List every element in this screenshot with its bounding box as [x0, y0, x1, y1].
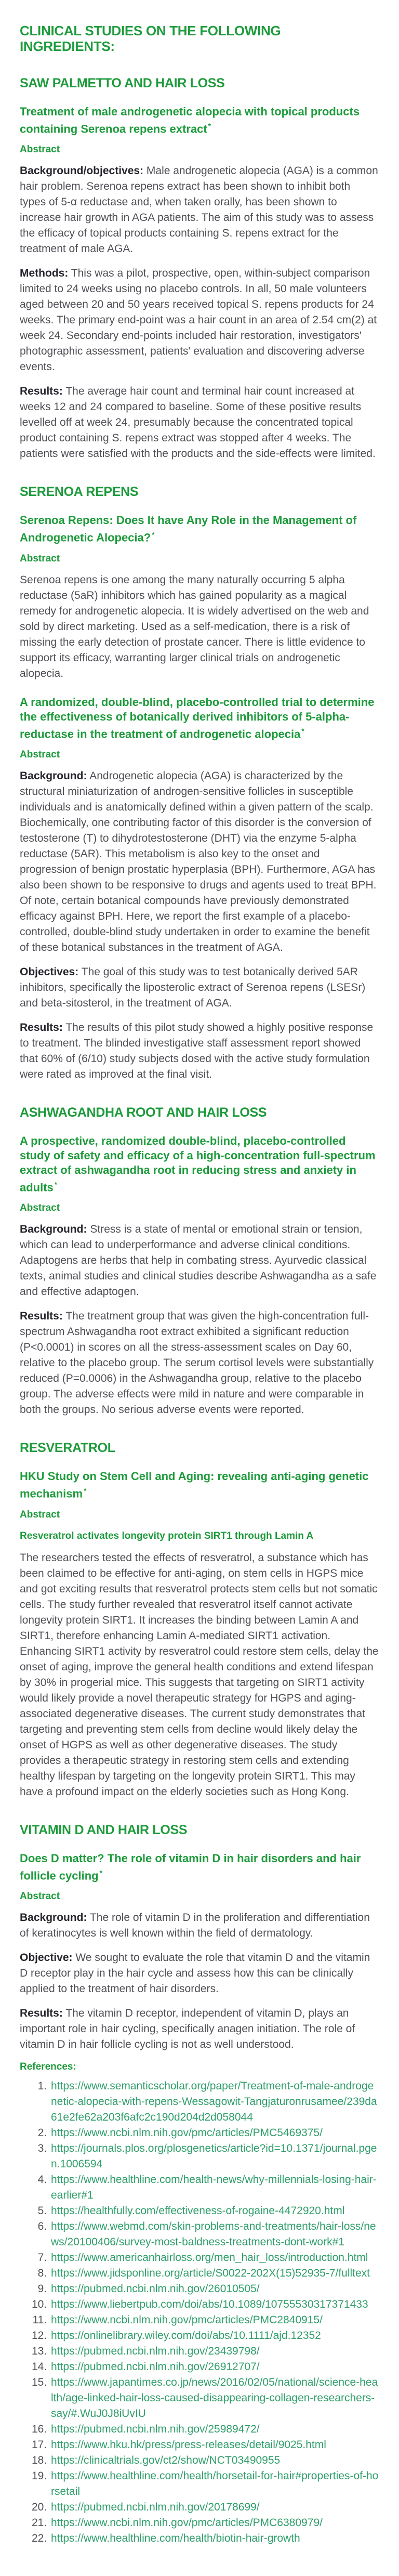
study: [20, 1469, 379, 1799]
paragraph-text: The results of this pilot study showed a highly positive response to treatment. The blinded investigative staff assessment report showed that 60% of (6/10) study subjects dosed with the active study formulation were rated as improved at the final visit.: [20, 1021, 374, 1080]
study: [20, 1134, 379, 1418]
reference-item: [50, 2375, 379, 2422]
reference-item: [50, 2437, 379, 2453]
reference-item: [50, 2250, 379, 2266]
reference-link[interactable]: https://www.japantimes.co.jp/news/2016/02/05/national/science-health/age-linked-hair-loss-caused-disappearing-collagen-researchers-say/#.WuJ0J8iUvIU: [51, 2376, 378, 2420]
reference-link[interactable]: https://www.webmd.com/skin-problems-and-treatments/hair-loss/news/20100406/survey-most-baldness-treatments-dont-work#1: [51, 2220, 376, 2248]
footnote-asterisk: *: [84, 1487, 87, 1495]
reference-item: [50, 2203, 379, 2219]
abstract-paragraph: [20, 384, 379, 462]
abstract-label: Abstract: [20, 749, 60, 760]
abstract-paragraph: [20, 2006, 379, 2052]
reference-link[interactable]: https://www.hku.hk/press/press-releases/detail/9025.html: [51, 2438, 326, 2451]
paragraph-label: Background:: [20, 1911, 87, 1924]
study-title: [20, 1851, 379, 1883]
study: [20, 1851, 379, 2052]
reference-link[interactable]: https://www.healthline.com/health/biotin-hair-growth: [51, 2532, 300, 2544]
paragraph-text: The average hair count and terminal hair count increased at weeks 12 and 24 compared to baseline. Some of these positive results levelled off at week 24, presumably because the concentrated topical product containing S. repens extract was stopped after 4 weeks. The patients were satisfied with the products and the side-effects were limited.: [20, 385, 376, 460]
study-title-text: A randomized, double-blind, placebo-controlled trial to determine the effectiveness of botanically derived inhibitors of 5-alpha-reductase in the treatment of androgenetic alopecia: [20, 695, 375, 740]
abstract-paragraph: [20, 768, 379, 956]
reference-item: [50, 2468, 379, 2500]
reference-link[interactable]: https://journals.plos.org/plosgenetics/article?id=10.1371/journal.pgen.1006594: [51, 2142, 377, 2170]
abstract-paragraph: [20, 572, 379, 682]
paragraph-text: The goal of this study was to test botanically derived 5AR inhibitors, specifically the liposterolic extract of Serenoa repens (LSESr) and beta-sitosterol, in the treatment of AGA.: [20, 965, 366, 1009]
reference-link[interactable]: https://www.liebertpub.com/doi/abs/10.1089/10755530317371433: [51, 2298, 368, 2310]
paragraph-text: The vitamin D receptor, independent of vitamin D, plays an important role in hair cycling, specifically anagen initiation. The role of vitamin D in hair follicle cycling is not as well understood.: [20, 2007, 355, 2050]
paragraph-label: Background/objectives:: [20, 165, 144, 177]
reference-item: [50, 2359, 379, 2375]
section-ashwagandha: [20, 1105, 379, 1418]
abstract-paragraph: [20, 1222, 379, 1300]
study-title: [20, 513, 379, 545]
reference-item: [50, 2219, 379, 2250]
reference-link[interactable]: https://healthfully.com/effectiveness-of-rogaine-4472920.html: [51, 2204, 345, 2217]
reference-link[interactable]: https://www.healthline.com/health-news/why-millennials-losing-hair-earlier#1: [51, 2173, 377, 2201]
study: [20, 104, 379, 462]
abstract-label: Abstract: [20, 1509, 60, 1520]
footnote-asterisk: *: [152, 531, 155, 539]
paragraph-label: Objectives:: [20, 965, 79, 978]
reference-link[interactable]: https://www.semanticscholar.org/paper/Treatment-of-male-androgenetic-alopecia-with-repens-Wessagowit-Tangjaturonrusamee/239da61e2fe62a203f6afc2c190d204d2d058044: [51, 2080, 377, 2123]
footnote-asterisk: *: [54, 1180, 58, 1188]
reference-link[interactable]: https://pubmed.ncbi.nlm.nih.gov/20178699/: [51, 2501, 260, 2513]
paragraph-label: Background:: [20, 1223, 87, 1236]
study-title-text: Treatment of male androgenetic alopecia with topical products containing Serenoa repens extract: [20, 105, 360, 136]
references-list: [20, 2078, 379, 2546]
reference-item: [50, 2266, 379, 2281]
paragraph-label: Results:: [20, 385, 63, 398]
paragraph-label: Results:: [20, 1021, 63, 1034]
abstract-paragraph: [20, 964, 379, 1011]
reference-link[interactable]: https://pubmed.ncbi.nlm.nih.gov/25989472/: [51, 2423, 260, 2435]
paragraph-label: Background:: [20, 769, 87, 782]
reference-item: [50, 2344, 379, 2359]
reference-link[interactable]: https://pubmed.ncbi.nlm.nih.gov/26912707/: [51, 2360, 260, 2373]
paragraph-text: Stress is a state of mental or emotional strain or tension, which can lead to underperformance and adverse clinical conditions. Adaptogens are herbs that help in combating stress. Ayurvedic classical texts, animal studies and clinical studies describe Ashwagandha as a safe and effective adaptogen.: [20, 1223, 377, 1298]
section-heading-ashwagandha: ASHWAGANDHA ROOT AND HAIR LOSS: [20, 1105, 267, 1120]
footnote-asterisk: *: [301, 727, 304, 735]
reference-item: [50, 2312, 379, 2328]
study-title: [20, 1134, 379, 1195]
abstract-paragraph: [20, 1910, 379, 1941]
reference-link[interactable]: https://onlinelibrary.wiley.com/doi/abs/10.1111/ajd.12352: [51, 2329, 321, 2342]
study-title-text: Does D matter? The role of vitamin D in hair disorders and hair follicle cycling: [20, 1851, 361, 1882]
study-title-text: A prospective, randomized double-blind, placebo-controlled study of safety and efficacy of a high-concentration full-spectrum extract of ashwagandha root in reducing stress and anxiety in adults: [20, 1134, 376, 1194]
reference-item: [50, 2328, 379, 2344]
paragraph-label: Results:: [20, 1310, 63, 1323]
section-heading-saw-palmetto: SAW PALMETTO AND HAIR LOSS: [20, 76, 225, 90]
study-title: [20, 104, 379, 136]
abstract-paragraph: [20, 266, 379, 375]
reference-item: [50, 2515, 379, 2531]
abstract-paragraph: [20, 1020, 379, 1082]
references-label: References:: [20, 2061, 76, 2072]
section-saw-palmetto: [20, 76, 379, 462]
paragraph-text: Serenoa repens is one among the many naturally occurring 5 alpha reductase (5aR) inhibitors which has gained popularity as a magical remedy for androgenetic alopecia. It is widely advertised on the web and sold by direct marketing. Used as a self-medication, there is a risk of missing the early detection of prostate cancer. There is little evidence to support its efficacy, warranting larger clinical trials on androgenetic alopecia.: [20, 573, 369, 679]
study-title-text: Serenoa Repens: Does It have Any Role in the Management of Androgenetic Alopecia?: [20, 514, 357, 544]
reference-link[interactable]: https://www.ncbi.nlm.nih.gov/pmc/articles/PMC6380979/: [51, 2516, 323, 2529]
study: [20, 513, 379, 681]
reference-item: [50, 2078, 379, 2125]
footnote-asterisk: *: [208, 122, 211, 130]
paragraph-text: Androgenetic alopecia (AGA) is characterized by the structural miniaturization of androgen-sensitive follicles in susceptible individuals and is anatomically defined within a given pattern of the scalp. Biochemically, one contributing factor of this disorder is the conversion of testosterone (T) to dihydrotestosterone (DHT) via the enzyme 5-alpha reductase (5AR). This metabolism is also key to the onset and progression of benign prostatic hyperplasia (BPH). Furthermore, AGA has also been shown to be responsive to drugs and agents used to treat BPH. Of note, certain botanical compounds have previously demonstrated efficacy against BPH. Here, we report the first example of a placebo-controlled, double-blind study undertaken in order to examine the benefit of these botanical substances in the treatment of AGA.: [20, 769, 377, 953]
reference-link[interactable]: https://www.ncbi.nlm.nih.gov/pmc/articles/PMC2840915/: [51, 2313, 323, 2326]
reference-link[interactable]: https://pubmed.ncbi.nlm.nih.gov/23439798/: [51, 2345, 260, 2357]
reference-item: [50, 2531, 379, 2546]
paragraph-text: The treatment group that was given the high-concentration full-spectrum Ashwagandha root extract exhibited a significant reduction (P<0.0001) in scores on all the stress-assessment scales on Day 60, relative to the placebo group. The serum cortisol levels were substantially reduced (P=0.0006) in the Ashwagandha group, relative to the placebo group. The adverse effects were mild in nature and were comparable in both the groups. No serious adverse events were reported.: [20, 1310, 374, 1416]
reference-link[interactable]: https://clinicaltrials.gov/ct2/show/NCT03490955: [51, 2454, 281, 2466]
section-references: [20, 2061, 379, 2546]
reference-item: [50, 2500, 379, 2515]
paragraph-text: The researchers tested the effects of resveratrol, a substance which has been claimed to be effective for anti-aging, on stem cells in HGPS mice and got exciting results that resveratrol protects stem cells but not somatic cells. The study further revealed that resveratrol itself cannot activate longevity protein SIRT1. It increases the binding between Lamin A and SIRT1, therefore enhancing Lamin A-mediated SIRT1 activation. Enhancing SIRT1 activity by resveratrol could restore stem cells, delay the onset of aging, improve the general health conditions and extend lifespan by 30% in progerial mice. This suggests that targeting on SIRT1 activity would likely provide a novel therapeutic strategy for HGPS and aging-associated degenerative diseases. The current study demonstrates that targeting and preventing stem cells from decline would likely delay the onset of HGPS as well as other degenerative diseases. The study provides a therapeutic strategy in restoring stem cells and extending healthy lifespan by targeting on the longevity protein SIRT1. This may have a profound impact on the elderly societies such as Hong Kong.: [20, 1551, 379, 1798]
reference-item: [50, 2453, 379, 2468]
section-serenoa-repens: [20, 485, 379, 1082]
reference-item: [50, 2172, 379, 2203]
paragraph-label: Objective:: [20, 1951, 73, 1964]
section-heading-resveratrol: RESVERATROL: [20, 1441, 115, 1456]
abstract-paragraph: [20, 1550, 379, 1800]
footnote-asterisk: *: [99, 1868, 102, 1877]
paragraph-text: Male androgenetic alopecia (AGA) is a common hair problem. Serenoa repens extract has been shown to inhibit both types of 5-α reductase and, when taken orally, has been shown to increase hair growth in AGA patients. The aim of this study was to assess the efficacy of topical products containing S. repens extract for the treatment of male AGA.: [20, 165, 378, 255]
reference-item: [50, 2281, 379, 2297]
abstract-label: Abstract: [20, 553, 60, 564]
reference-item: [50, 2297, 379, 2312]
study-title: [20, 1469, 379, 1501]
abstract-label: Abstract: [20, 144, 60, 155]
study: [20, 695, 379, 1082]
study-title: [20, 695, 379, 741]
paragraph-text: We sought to evaluate the role that vitamin D and the vitamin D receptor play in the hair cycle and assess how this can be clinically applied to the treatment of hair disorders.: [20, 1951, 370, 1995]
reference-item: [50, 2125, 379, 2141]
abstract-paragraph: [20, 163, 379, 257]
study-subheading: Resveratrol activates longevity protein SIRT1 through Lamin A: [20, 1530, 314, 1541]
section-heading-serenoa-repens: SERENOA REPENS: [20, 485, 139, 500]
reference-link[interactable]: https://www.healthline.com/health/horsetail-for-hair#properties-of-horsetail: [51, 2469, 379, 2497]
paragraph-text: This was a pilot, prospective, open, within-subject comparison limited to 24 weeks using no placebo controls. In all, 50 male volunteers aged between 20 and 50 years received topical S. repens products for 24 weeks. The primary end-point was a hair count in an area of 2.54 cm(2) at week 24. Secondary end-points included hair restoration, investigators' photographic assessment, patients' evaluation and discovering adverse events.: [20, 267, 377, 373]
reference-link[interactable]: https://pubmed.ncbi.nlm.nih.gov/26010505/: [51, 2282, 260, 2295]
paragraph-text: The role of vitamin D in the proliferation and differentiation of keratinocytes is well known within the field of dermatology.: [20, 1911, 370, 1939]
section-heading-vitamin-d: VITAMIN D AND HAIR LOSS: [20, 1822, 188, 1837]
reference-link[interactable]: https://www.americanhairloss.org/men_hair_loss/introduction.html: [51, 2251, 368, 2264]
section-resveratrol: [20, 1441, 379, 1799]
section-vitamin-d: [20, 1823, 379, 2052]
study-title-text: HKU Study on Stem Cell and Aging: revealing anti-aging genetic mechanism: [20, 1470, 369, 1500]
paragraph-label: Results:: [20, 2007, 63, 2019]
abstract-paragraph: [20, 1309, 379, 1418]
abstract-label: Abstract: [20, 1890, 60, 1902]
reference-link[interactable]: https://www.jidsponline.org/article/S0022-202X(15)52935-7/fulltext: [51, 2267, 370, 2279]
abstract-label: Abstract: [20, 1202, 60, 1214]
page-title: CLINICAL STUDIES ON THE FOLLOWING INGREDIENTS:: [20, 23, 281, 54]
abstract-paragraph: [20, 1950, 379, 1997]
reference-link[interactable]: https://www.ncbi.nlm.nih.gov/pmc/articles/PMC5469375/: [51, 2126, 323, 2139]
reference-item: [50, 2422, 379, 2437]
paragraph-label: Methods:: [20, 267, 69, 280]
reference-item: [50, 2141, 379, 2172]
